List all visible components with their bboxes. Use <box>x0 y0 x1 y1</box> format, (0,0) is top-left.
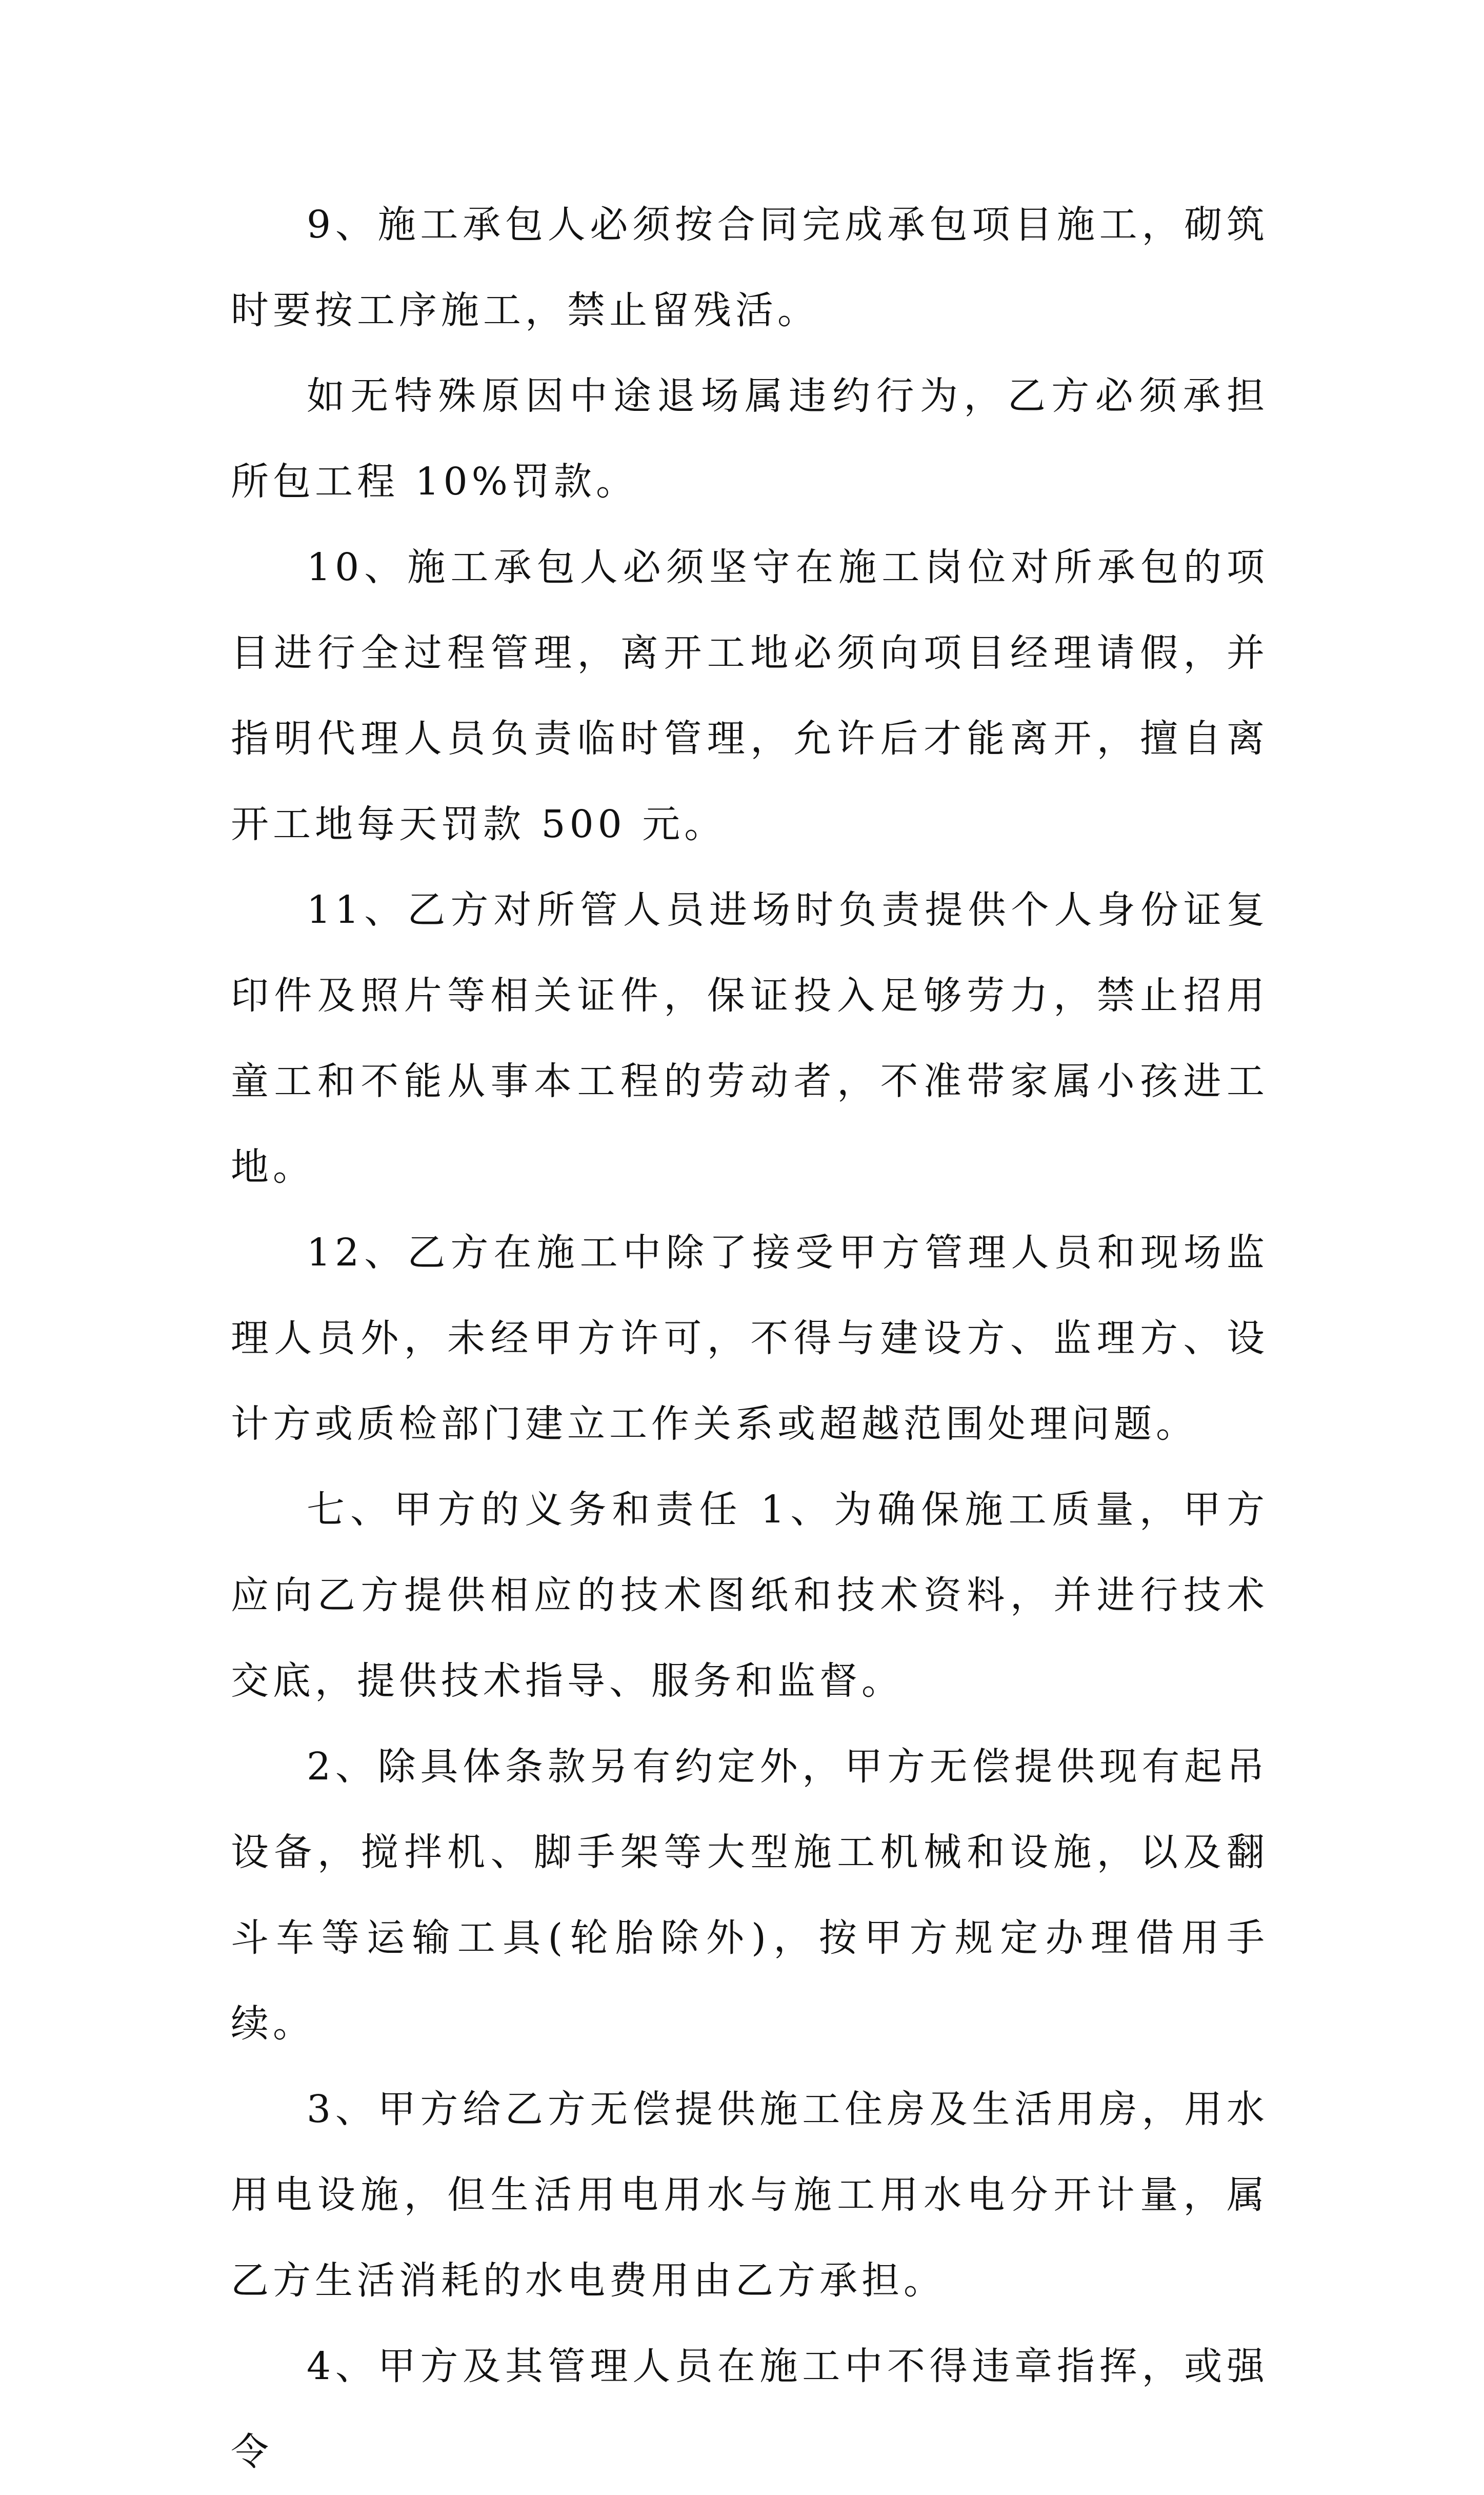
paragraph-clause-12: 12、乙方在施工中除了接受甲方管理人员和现场监理人员外，未经甲方许可，不得与建设方、监理方、设计方或质检部门建立工作关系或超越范围处理问题。 <box>231 1231 1269 1446</box>
paragraph-section-7-clause-3: 3、甲方给乙方无偿提供施工住房及生活用房，用水用电设施，但生活用电用水与施工用水电分开计量，属乙方生活消耗的水电费用由乙方承担。 <box>231 2087 1269 2303</box>
paragraph-clause-10: 10、施工承包人必须坚守在施工岗位对所承包的项目进行全过程管理，离开工地必须向项目经理请假，并指明代理人员负责临时管理，允许后才能离开，擅自离开工地每天罚款 500 元。 <box>231 545 1269 846</box>
paragraph-section-7-clause-2: 2、除具体条款另有约定外，甲方无偿提供现有起吊设备，搅拌机、脚手架等大型施工机械和设施，以及翻斗车等运输工具(轮胎除外)，按甲方规定办理借用手续。 <box>231 1745 1269 2046</box>
paragraph-section-7-clause-1: 七、甲方的义务和责任 1、为确保施工质量，甲方应向乙方提供相应的技术图纸和技术资料，并进行技术交底，提供技术指导、服务和监督。 <box>231 1488 1269 1703</box>
paragraph-clause-9: 9、施工承包人必须按合同完成承包项目施工，砌筑时要按工序施工，禁止留残活。 <box>231 203 1269 332</box>
paragraph-section-7-clause-4: 4、甲方及其管理人员在施工中不得违章指挥，或强令 <box>231 2344 1269 2474</box>
document-page <box>231 182 1269 2495</box>
paragraph-clause-11: 11、乙方对所管人员进场时负责提供个人身份证复印件及照片等相关证件，保证投入足够劳力，禁止招用童工和不能从事本工程的劳动者，不准带家属小孩进工地。 <box>231 888 1269 1189</box>
paragraph-early-exit-penalty: 如无特殊原因中途退场属违约行为，乙方必须承担所包工程 10%罚款。 <box>231 374 1269 504</box>
